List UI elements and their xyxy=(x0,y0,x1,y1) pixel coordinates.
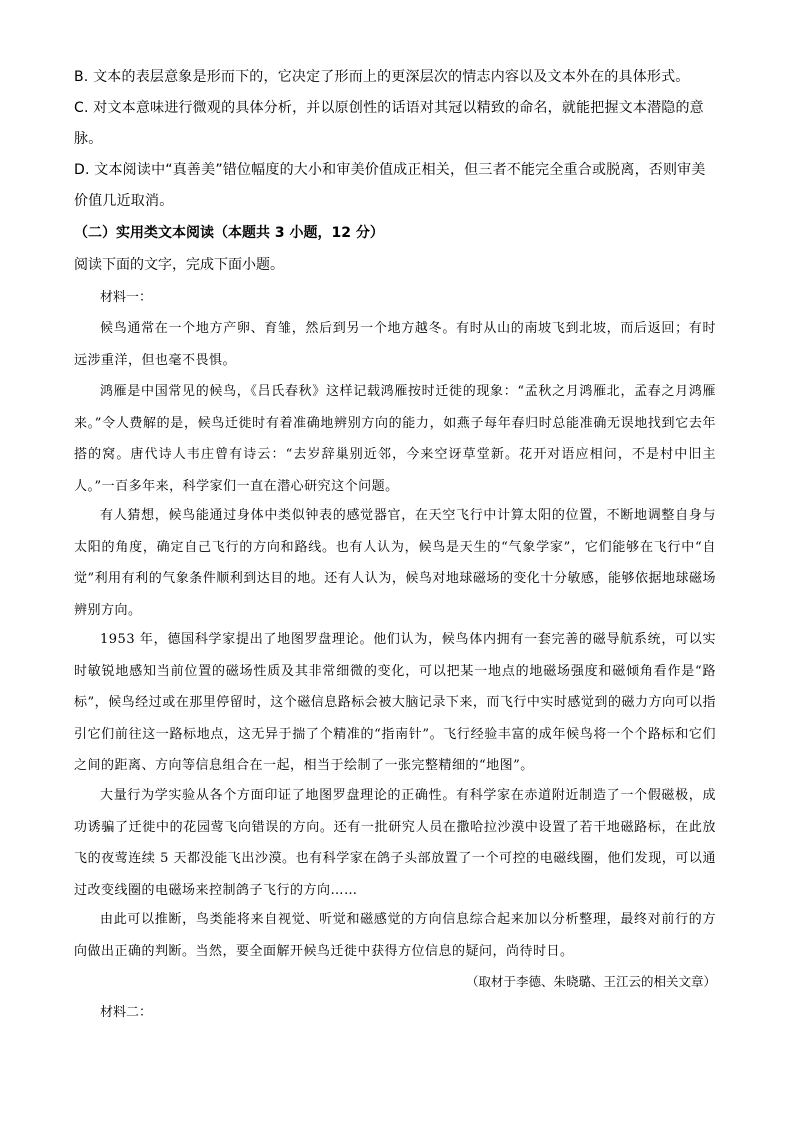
material-one-paragraph: 有人猜想，候鸟能通过身体中类似钟表的感觉器官，在天空飞行中计算太阳的位置，不断地调整自身与太阳的角度，确定自己飞行的方向和路线。也有人认为，候鸟是天生的“气象学家”，它们能够在飞行中“自觉”利用有利的气象条件顺利到达目的地。还有人认为，候鸟对地球磁场的变化十分敏感，能够依据地球磁场辨别方向。 xyxy=(74,508,716,618)
option-c: C. 对文本意味进行微观的具体分析，并以原创性的话语对其冠以精致的命名，就能把握文本潜隐的意脉。 xyxy=(74,100,704,147)
material-one-paragraph: 鸿雁是中国常见的候鸟，《吕氏春秋》这样记载鸿雁按时迁徙的现象：“孟秋之月鸿雁北，孟春之月鸿雁来。”令人费解的是，候鸟迁徙时有着准确地辨别方向的能力，如燕子每年春归时总能准确无误地找到它去年搭的窝。唐代诗人韦庄曾有诗云：“去岁辞巢别近邻，今来空讶草堂新。花开对语应相问，不是村中旧主人。”一百多年来，科学家们一直在潜心研究这个问题。 xyxy=(74,384,716,494)
section-heading: （二）实用类文本阅读（本题共 3 小题，12 分） xyxy=(74,225,384,241)
material-one-source: （取材于李德、朱晓璐、王江云的相关文章） xyxy=(465,974,716,989)
section-instruction: 阅读下面的文字，完成下面小题。 xyxy=(74,257,284,273)
option-b: B. 文本的表层意象是形而下的，它决定了形而上的更深层次的情志内容以及文本外在的具体形式。 xyxy=(74,69,690,85)
material-one-label: 材料一： xyxy=(100,290,153,305)
material-two-label: 材料二： xyxy=(100,1005,153,1020)
material-one-paragraph: 由此可以推断，鸟类能将来自视觉、听觉和磁感觉的方向信息综合起来加以分析整理，最终对前行的方向做出正确的判断。当然，要全面解开候鸟迁徙中获得方位信息的疑问，尚待时日。 xyxy=(74,912,716,959)
material-one-paragraph: 候鸟通常在一个地方产卵、育雏，然后到另一个地方越冬。有时从山的南坡飞到北坡，而后返回；有时远涉重洋，但也毫不畏惧。 xyxy=(74,321,716,368)
material-one-paragraph: 1953 年，德国科学家提出了地图罗盘理论。他们认为，候鸟体内拥有一套完善的磁导航系统，可以实时敏锐地感知当前位置的磁场性质及其非常细微的变化，可以把某一地点的地磁场强度和磁倾角看作是“路标”，候鸟经过或在那里停留时，这个磁信息路标会被大脑记录下来，而飞行中实时感觉到的磁力方向可以指引它们前往这一路标地点，这无异于揣了个精准的“指南针”。飞行经验丰富的成年候鸟将一个个路标和它们之间的距离、方向等信息组合在一起，相当于绘制了一张完整精细的“地图”。 xyxy=(74,632,716,773)
option-d: D. 文本阅读中“真善美”错位幅度的大小和审美价值成正相关，但三者不能完全重合或脱离，否则审美价值几近取消。 xyxy=(74,162,706,209)
material-one-paragraph: 大量行为学实验从各个方面印证了地图罗盘理论的正确性。有科学家在赤道附近制造了一个假磁极，成功诱骗了迁徙中的花园莺飞向错误的方向。还有一批研究人员在撒哈拉沙漠中设置了若干地磁路标，在此放飞的夜莺连续 5 天都没能飞出沙漠。也有科学家在鸽子头部放置了一个可控的电磁线圈，他们发现，可以通过改变线圈的电磁场来控制鸽子飞行的方向…… xyxy=(74,788,716,898)
